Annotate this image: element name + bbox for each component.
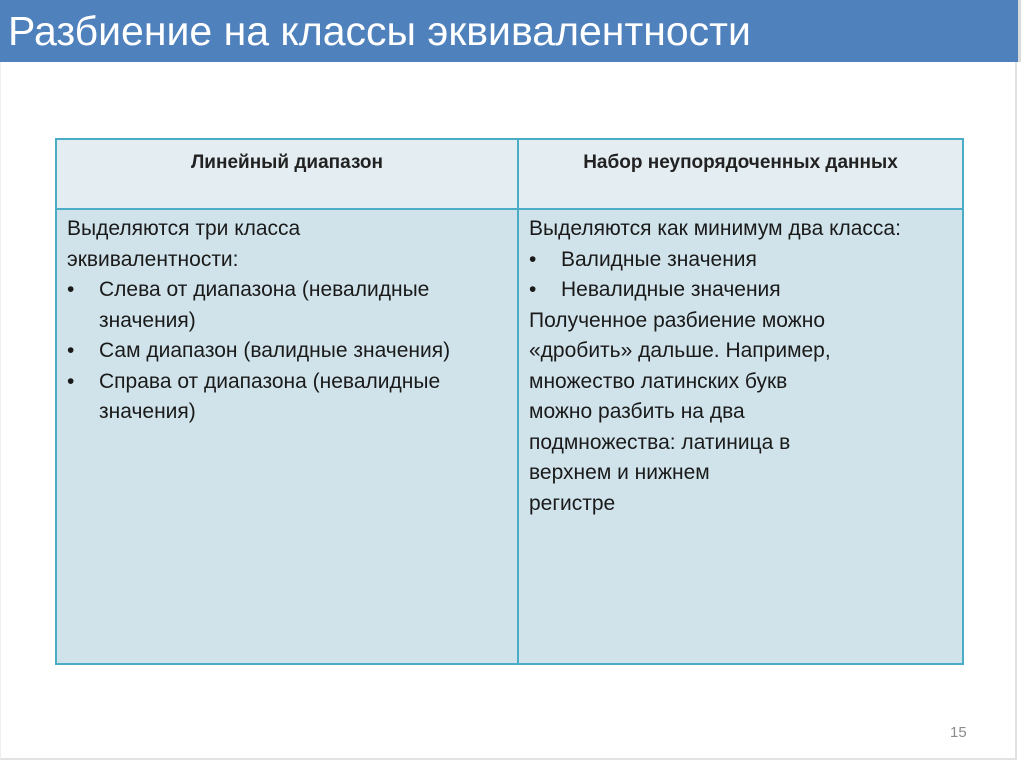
left-intro-line: эквивалентности:: [67, 247, 239, 271]
slide-title: Разбиение на классы эквивалентности: [8, 8, 751, 54]
list-item-line: значения): [99, 400, 196, 423]
bullet-icon: •: [529, 278, 537, 301]
list-item-line: Слева от диапазона (невалидные: [99, 278, 430, 301]
table-header-row: [57, 140, 962, 210]
title-bar: [0, 0, 1021, 62]
cell-linear-range: [67, 214, 507, 428]
left-intro-line: Выделяются три класса: [67, 217, 301, 240]
comparison-table: [55, 138, 964, 665]
list-item: [529, 275, 954, 306]
list-item: [529, 245, 954, 276]
list-item-line: Справа от диапазона (невалидные: [99, 369, 441, 393]
right-tail-line: верхнем и нижнем: [529, 461, 710, 484]
header-unordered-data: Набор неупорядоченных данных: [583, 152, 898, 173]
list-item: [67, 367, 507, 428]
right-tail-line: Полученное разбиение можно: [529, 308, 826, 332]
list-item: [67, 336, 507, 367]
right-intro-line: Выделяются как минимум два класса:: [529, 217, 901, 240]
list-item-line: Валидные значения: [561, 247, 757, 271]
column-divider: [517, 140, 519, 663]
header-linear-range: Линейный диапазон: [190, 152, 384, 173]
bullet-icon: •: [67, 278, 75, 301]
bullet-icon: •: [529, 247, 537, 271]
bullet-icon: •: [67, 369, 75, 393]
right-tail-line: подмножества: латиница в: [529, 430, 791, 454]
list-item-line: Сам диапазон (валидные значения): [99, 339, 451, 362]
page-number: 15: [950, 724, 967, 741]
cell-unordered-data: [529, 214, 954, 519]
list-item: [67, 275, 507, 336]
right-tail-line: регистре: [529, 491, 616, 515]
list-item-line: значения): [99, 308, 196, 332]
right-tail-line: множество латинских букв: [529, 369, 788, 393]
list-item-line: Невалидные значения: [561, 278, 781, 301]
bullet-icon: •: [67, 339, 75, 362]
right-tail-line: «дробить» дальше. Например,: [529, 339, 831, 362]
right-tail-line: можно разбить на два: [529, 400, 745, 423]
